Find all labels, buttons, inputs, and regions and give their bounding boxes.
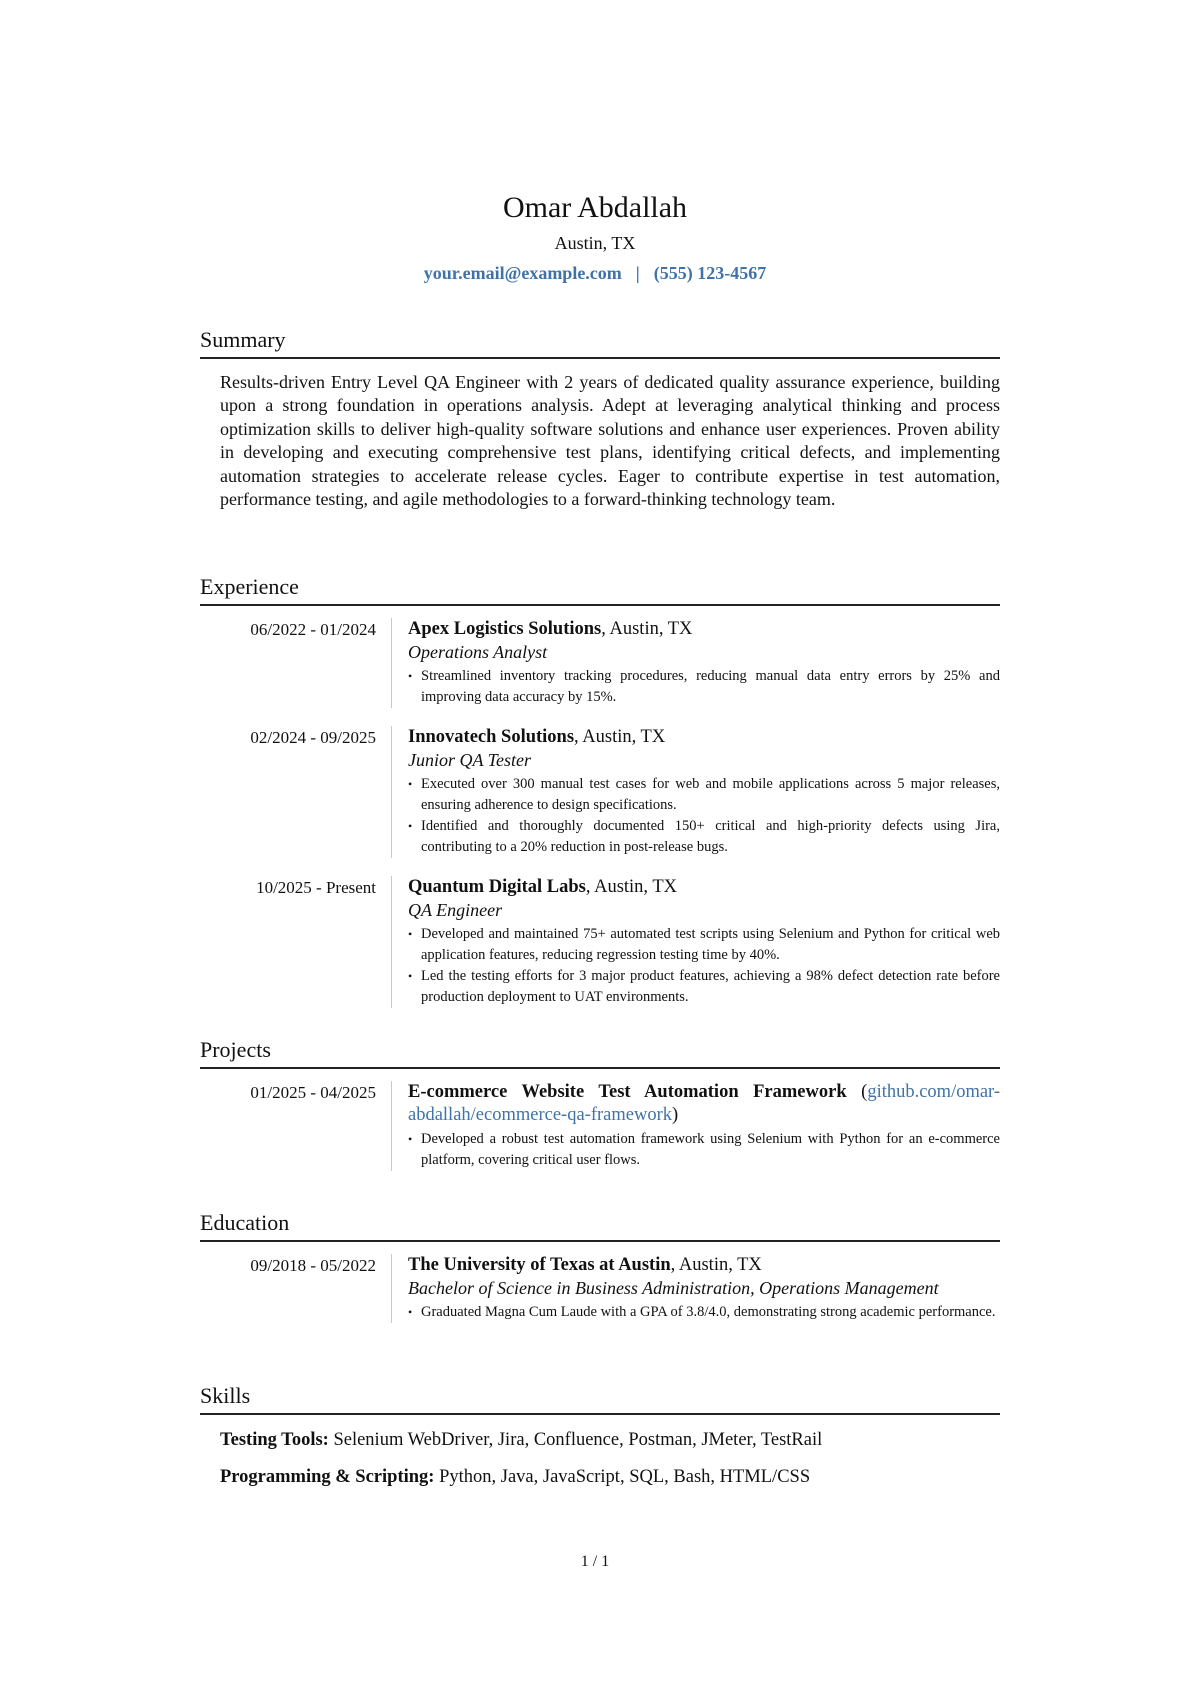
contact-line	[0, 260, 1190, 286]
paren-open: (	[846, 1082, 868, 1102]
skill-row	[220, 1427, 1000, 1453]
resume-header	[0, 190, 1190, 286]
entry-body	[391, 876, 1000, 1008]
section-title-projects: Projects	[200, 1037, 271, 1062]
summary-section	[200, 326, 1000, 511]
bullet-item: • Developed and maintained 75+ automated test scripts using Selenium and Python for critical web application features, reducing regression testing time by 40%.	[408, 924, 1000, 966]
bullet-list	[408, 1302, 1000, 1323]
section-rule	[200, 357, 1000, 359]
education-section	[200, 1209, 1000, 1323]
skills-list	[220, 1427, 1000, 1490]
company-location: , Austin, TX	[585, 877, 678, 897]
experience-section	[200, 573, 1000, 1008]
bullet-item: • Identified and thoroughly documented 150+ critical and high-priority defects using Jira, contributing to a 20% reduction in post-release bugs.	[408, 816, 1000, 858]
entry-date: 09/2018 - 05/2022	[250, 1256, 376, 1275]
entry-date: 01/2025 - 04/2025	[250, 1083, 376, 1102]
section-title-experience: Experience	[200, 574, 299, 599]
skill-values: Selenium WebDriver, Jira, Confluence, Postman, JMeter, TestRail	[328, 1430, 823, 1450]
education-entry	[200, 1254, 1000, 1323]
bullet-item: • Graduated Magna Cum Laude with a GPA of 3.8/4.0, demonstrating strong academic performance.	[408, 1302, 1000, 1323]
entry-date: 10/2025 - Present	[256, 878, 376, 897]
skill-label: Testing Tools:	[220, 1430, 329, 1450]
bullet-list	[408, 774, 1000, 858]
degree-title: Bachelor of Science in Business Administration, Operations Management	[408, 1278, 939, 1298]
company-name: Innovatech Solutions	[408, 727, 575, 747]
bullet-item: • Led the testing efforts for 3 major product features, achieving a 98% defect detection rate before production deployment to UAT environments.	[408, 966, 1000, 1008]
experience-entry	[200, 618, 1000, 708]
project-name: E-commerce Website Test Automation Framework	[408, 1082, 847, 1102]
entry-heading	[408, 1081, 1000, 1127]
bullet-list	[408, 924, 1000, 1008]
summary-text: Results-driven Entry Level QA Engineer with 2 years of dedicated quality assurance experience, building upon a strong foundation in operations analysis. Adept at leveraging analytical thinking and process optimization skills to deliver high-quality software solutions and enhance user experiences. Proven ability in developing and executing comprehensive test plans, identifying critical defects, and implementing automation strategies to accelerate release cycles. Eager to contribute expertise in test automation, performance testing, and agile methodologies to a forward-thinking technology team.	[220, 372, 1000, 510]
entry-body	[391, 1081, 1000, 1171]
contact-separator: |	[635, 263, 640, 283]
job-title: Junior QA Tester	[408, 750, 532, 770]
entry-heading	[408, 876, 1000, 899]
entry-body	[391, 726, 1000, 858]
entry-body	[391, 618, 1000, 708]
entry-heading	[408, 1254, 1000, 1277]
section-rule	[200, 1240, 1000, 1242]
candidate-location: Austin, TX	[554, 233, 636, 253]
section-title-summary: Summary	[200, 327, 286, 352]
school-location: , Austin, TX	[670, 1255, 762, 1275]
entry-body	[391, 1254, 1000, 1323]
skill-row	[220, 1464, 1000, 1490]
entry-heading	[408, 618, 1000, 641]
skills-section	[200, 1382, 1000, 1501]
job-title: Operations Analyst	[408, 642, 548, 662]
section-rule	[200, 1067, 1000, 1069]
bullet-list	[408, 666, 1000, 708]
entry-heading	[408, 726, 1000, 749]
project-entry	[200, 1081, 1000, 1171]
company-location: , Austin, TX	[601, 619, 693, 639]
company-name: Quantum Digital Labs	[408, 877, 586, 897]
bullet-list	[408, 1129, 1000, 1171]
company-name: Apex Logistics Solutions	[408, 619, 602, 639]
experience-entry	[200, 726, 1000, 858]
section-rule	[200, 604, 1000, 606]
project-repo-link[interactable]: github.com/omar-abdallah/ecommerce-qa-framework	[408, 1082, 1001, 1125]
bullet-item: • Streamlined inventory tracking procedures, reducing manual data entry errors by 25% and improving data accuracy by 15%.	[408, 666, 1000, 708]
bullet-item: • Developed a robust test automation framework using Selenium with Python for an e-commerce platform, covering critical user flows.	[408, 1129, 1000, 1171]
company-location: , Austin, TX	[574, 727, 666, 747]
paren-close: )	[672, 1105, 679, 1125]
skill-label: Programming & Scripting:	[220, 1467, 435, 1487]
section-title-education: Education	[200, 1210, 290, 1235]
bullet-item: • Executed over 300 manual test cases for web and mobile applications across 5 major releases, ensuring adherence to design specifications.	[408, 774, 1000, 816]
candidate-name: Omar Abdallah	[502, 191, 688, 224]
job-title: QA Engineer	[408, 900, 503, 920]
phone-link[interactable]: (555) 123-4567	[653, 263, 767, 283]
projects-section	[200, 1036, 1000, 1171]
section-title-skills: Skills	[200, 1383, 251, 1408]
entry-date: 06/2022 - 01/2024	[250, 620, 376, 639]
skill-values: Python, Java, JavaScript, SQL, Bash, HTML/CSS	[434, 1467, 811, 1487]
email-link[interactable]: your.email@example.com	[423, 263, 622, 283]
page-number: 1 / 1	[580, 1553, 610, 1570]
school-name: The University of Texas at Austin	[408, 1255, 671, 1275]
experience-entry	[200, 876, 1000, 1008]
section-rule	[200, 1413, 1000, 1415]
entry-date: 02/2024 - 09/2025	[250, 728, 376, 747]
